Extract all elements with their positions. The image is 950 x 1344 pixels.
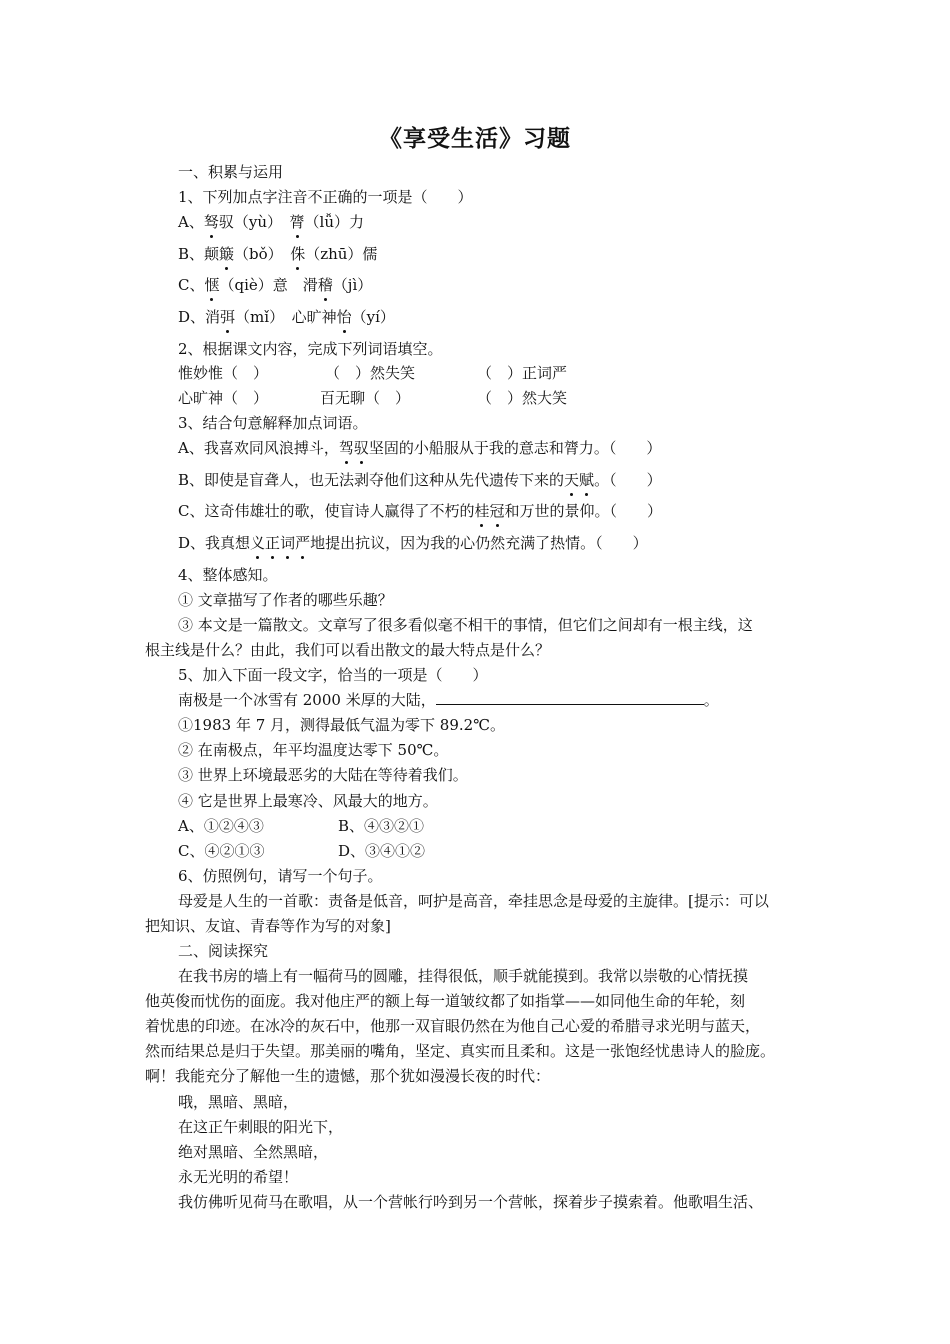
question-1-option-b: B、颠簸（bǒ） 侏（zhū）儒 bbox=[178, 245, 378, 263]
passage-line: 他英俊而忧伤的面庞。我对他庄严的额上每一道皱纹都了如指掌——如同他生命的年轮，刻 bbox=[145, 992, 746, 1010]
fill-blank-item: 惟妙惟（ ） bbox=[178, 364, 269, 382]
poem-line: 绝对黑暗、全然黑暗， bbox=[178, 1143, 329, 1161]
passage-line: 然而结果总是归于失望。那美丽的嘴角，坚定、真实而且柔和。这是一张饱经忧患诗人的脸庞。 bbox=[145, 1042, 776, 1060]
question-3-item-d: D、我真想义正词严地提出抗议，因为我的心仍然充满了热情。（ ） bbox=[178, 534, 648, 552]
poem-line: 永无光明的希望！ bbox=[178, 1168, 299, 1186]
question-6-stem: 6、仿照例句，请写一个句子。 bbox=[178, 867, 383, 885]
fill-blank-item: （ ）然失笑 bbox=[325, 364, 416, 382]
question-5-choice-a: A、①②④③ bbox=[178, 817, 264, 835]
passage-line: 我仿佛听见荷马在歌唱，从一个营帐行吟到另一个营帐，探着步子摸索着。他歌唱生活、 bbox=[178, 1193, 764, 1211]
question-4-sub-2: ③ 本文是一篇散文。文章写了很多看似毫不相干的事情，但它们之间却有一根主线，这 bbox=[178, 616, 753, 634]
question-3-item-c: C、这奇伟雄壮的歌，使盲诗人赢得了不朽的桂冠和万世的景仰。（ ） bbox=[178, 502, 663, 520]
passage-line: 在我书房的墙上有一幅荷马的圆雕，挂得很低，顺手就能摸到。我常以崇敬的心情抚摸 bbox=[178, 967, 749, 985]
answer-blank bbox=[436, 690, 704, 705]
poem-line: 哦，黑暗、黑暗， bbox=[178, 1093, 299, 1111]
section-heading-reading: 二、阅读探究 bbox=[178, 942, 269, 960]
question-3-item-a: A、我喜欢同风浪搏斗，驾驭坚固的小船服从于我的意志和膂力。（ ） bbox=[178, 439, 662, 457]
fill-blank-item: 心旷神（ ） bbox=[178, 389, 269, 407]
fill-blank-item: 百无聊（ ） bbox=[320, 389, 411, 407]
question-1-option-a: A、驽驭（yù） 膂（lǚ）力 bbox=[178, 213, 364, 231]
question-5-lead: 南极是一个冰雪有 2000 米厚的大陆， 。 bbox=[178, 691, 719, 709]
question-4-sub-2-cont: 根主线是什么？由此，我们可以看出散文的最大特点是什么？ bbox=[145, 641, 551, 659]
question-5-choice-d: D、③④①② bbox=[338, 842, 426, 860]
question-5-choice-c: C、④②①③ bbox=[178, 842, 265, 860]
question-4-sub-1: ① 文章描写了作者的哪些乐趣？ bbox=[178, 591, 393, 609]
question-5-sentence-3: ③ 世界上环境最恶劣的大陆在等待着我们。 bbox=[178, 766, 468, 784]
question-5-choice-b: B、④③②① bbox=[338, 817, 425, 835]
passage-line: 着忧患的印迹。在冰冷的灰石中，他那一双盲眼仍然在为他自己心爱的希腊寻求光明与蓝天， bbox=[145, 1017, 761, 1035]
question-5-sentence-4: ④ 它是世界上最寒冷、风最大的地方。 bbox=[178, 792, 438, 810]
fill-blank-item: （ ）正词严 bbox=[477, 364, 568, 382]
question-1-option-d: D、消弭（mǐ） 心旷神怡（yí） bbox=[178, 308, 395, 326]
question-2-stem: 2、根据课文内容，完成下列词语填空。 bbox=[178, 340, 443, 358]
question-3-item-b: B、即使是盲聋人，也无法剥夺他们这种从先代遗传下来的天赋。（ ） bbox=[178, 471, 662, 489]
question-3-stem: 3、结合句意解释加点词语。 bbox=[178, 414, 368, 432]
page-title: 《享受生活》习题 bbox=[379, 126, 571, 152]
question-4-stem: 4、整体感知。 bbox=[178, 566, 278, 584]
question-6-example: 母爱是人生的一首歌：责备是低音，呵护是高音，牵挂思念是母爱的主旋律。[提示：可以 bbox=[178, 892, 769, 910]
section-heading-accumulation: 一、积累与运用 bbox=[178, 163, 284, 181]
fill-blank-item: （ ）然大笑 bbox=[477, 389, 568, 407]
passage-line: 啊！我能充分了解他一生的遗憾，那个犹如漫漫长夜的时代： bbox=[145, 1067, 551, 1085]
poem-line: 在这正午刺眼的阳光下， bbox=[178, 1118, 344, 1136]
question-5-sentence-2: ② 在南极点，年平均温度达零下 50℃。 bbox=[178, 741, 449, 759]
question-5-stem: 5、加入下面一段文字，恰当的一项是（ ） bbox=[178, 666, 488, 684]
question-1-option-c: C、惬（qiè）意 滑稽（jì） bbox=[178, 276, 373, 294]
question-1-stem: 1、下列加点字注音不正确的一项是（ ） bbox=[178, 188, 473, 206]
question-5-sentence-1: ①1983 年 7 月，测得最低气温为零下 89.2℃。 bbox=[178, 716, 505, 734]
question-6-example-cont: 把知识、友谊、青春等作为写的对象] bbox=[145, 917, 391, 935]
